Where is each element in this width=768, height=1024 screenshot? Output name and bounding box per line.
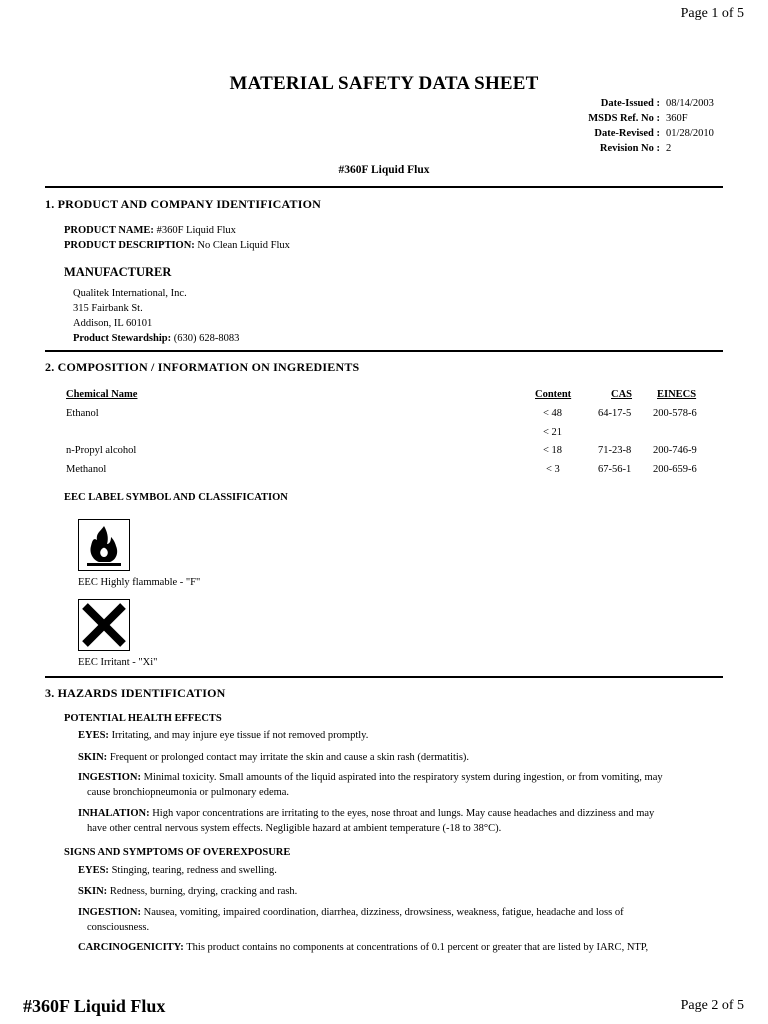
health-skin: [78, 750, 718, 765]
health-eyes: [78, 728, 718, 743]
meta-row: [540, 141, 718, 156]
ingredient-content: < 21: [543, 427, 563, 438]
effect-label: EYES:: [78, 730, 109, 741]
symptom-label: EYES:: [78, 865, 109, 876]
ingredient-content: < 18: [543, 445, 563, 456]
manufacturer-heading: MANUFACTURER: [64, 265, 172, 279]
cross-x-icon: [78, 599, 130, 651]
health-inhalation: [78, 806, 718, 836]
meta-row: [540, 111, 718, 126]
symptom-carcinogenicity: [78, 940, 718, 955]
ingredient-cas: 71-23-8: [598, 445, 632, 456]
effect-label: SKIN:: [78, 752, 108, 763]
ingredient-name: Ethanol: [66, 408, 99, 419]
col-header-cas: CAS: [611, 389, 633, 400]
section-1-heading: 1. PRODUCT AND COMPANY IDENTIFICATION: [45, 197, 321, 211]
effect-label: INHALATION:: [78, 808, 150, 819]
meta-value: 360F: [666, 113, 688, 124]
ingredient-content: < 3: [546, 464, 560, 475]
col-header-chemical-name: Chemical Name: [66, 389, 138, 400]
meta-value: 08/14/2003: [666, 98, 714, 109]
product-heading: #360F Liquid Flux: [338, 164, 430, 176]
symptom-label: INGESTION:: [78, 907, 142, 918]
meta-label: MSDS Ref. No :: [588, 113, 660, 124]
product-description-line: [64, 238, 290, 253]
product-description-label: PRODUCT DESCRIPTION:: [64, 240, 195, 251]
manufacturer-address: [73, 286, 239, 346]
symptoms-heading: SIGNS AND SYMPTOMS OF OVEREXPOSURE: [64, 847, 291, 858]
health-effects-heading: POTENTIAL HEALTH EFFECTS: [64, 713, 222, 724]
effect-text-continued: have other central nervous system effects. Negligible hazard at ambient temperature (-18 to 38°C).: [87, 823, 502, 834]
eec-flammable-label: EEC Highly flammable - "F": [78, 577, 201, 588]
page-number-top: Page 1 of 5: [680, 6, 744, 21]
effect-label: INGESTION:: [78, 772, 142, 783]
symptom-label: CARCINOGENICITY:: [78, 942, 184, 953]
section-divider: [45, 676, 723, 678]
meta-label: Revision No :: [599, 143, 660, 154]
ingredient-einecs: 200-746-9: [653, 445, 697, 456]
document-meta: [540, 96, 718, 156]
meta-value: 01/28/2010: [666, 128, 714, 139]
symptom-label: SKIN:: [78, 886, 108, 897]
col-header-einecs: EINECS: [657, 389, 697, 400]
page-number-bottom: Page 2 of 5: [680, 998, 744, 1013]
section-divider: [45, 186, 723, 188]
document-title: MATERIAL SAFETY DATA SHEET: [229, 73, 539, 94]
footer-product-title: #360F Liquid Flux: [23, 996, 166, 1016]
ingredient-name: Methanol: [66, 464, 107, 475]
ingredient-cas: 64-17-5: [598, 408, 632, 419]
meta-row: [540, 126, 718, 141]
symptom-skin: [78, 884, 718, 899]
symptom-text: Redness, burning, drying, cracking and rash.: [109, 886, 298, 897]
meta-label: Date-Revised :: [594, 128, 660, 139]
address-line: 315 Fairbank St.: [73, 303, 143, 314]
health-ingestion: [78, 770, 718, 800]
col-header-content: Content: [535, 389, 572, 400]
stewardship-line: [73, 331, 239, 346]
symptom-ingestion: [78, 905, 718, 935]
eec-irritant-label: EEC Irritant - "Xi": [78, 657, 158, 668]
symptom-eyes: [78, 863, 718, 878]
ingredient-einecs: 200-659-6: [653, 464, 697, 475]
meta-row: [540, 96, 718, 111]
section-2-heading: 2. COMPOSITION / INFORMATION ON INGREDIENTS: [45, 360, 360, 374]
stewardship-phone: (630) 628-8083: [173, 333, 240, 344]
effect-text-continued: cause bronchiopneumonia or pulmonary edema.: [87, 787, 290, 798]
ingredient-einecs: 200-578-6: [653, 408, 697, 419]
product-description-value: No Clean Liquid Flux: [197, 240, 290, 251]
meta-label: Date-Issued :: [600, 98, 660, 109]
effect-text: High vapor concentrations are irritating to the eyes, nose throat and lungs. May cause headaches and dizziness and may: [152, 808, 655, 819]
section-divider: [45, 350, 723, 352]
product-name-label: PRODUCT NAME:: [64, 225, 154, 236]
symptom-text: Nausea, vomiting, impaired coordination, diarrhea, dizziness, drowsiness, weakness, fatigue, headache and loss of: [143, 907, 624, 918]
effect-text: Frequent or prolonged contact may irritate the skin and cause a skin rash (dermatitis).: [109, 752, 470, 763]
section-3-heading: 3. HAZARDS IDENTIFICATION: [45, 686, 226, 700]
product-name-value: #360F Liquid Flux: [156, 225, 236, 236]
address-line: Addison, IL 60101: [73, 318, 153, 329]
symptom-text: This product contains no components at concentrations of 0.1 percent or greater that are listed by IARC, NTP,: [186, 942, 649, 953]
stewardship-label: Product Stewardship:: [73, 333, 172, 344]
meta-value: 2: [666, 143, 672, 154]
product-name-line: [64, 223, 236, 238]
effect-text: Irritating, and may injure eye tissue if not removed promptly.: [111, 730, 369, 741]
ingredient-cas: 67-56-1: [598, 464, 632, 475]
symptom-text-continued: consciousness.: [87, 922, 150, 933]
ingredient-name: n-Propyl alcohol: [66, 445, 137, 456]
eec-heading: EEC LABEL SYMBOL AND CLASSIFICATION: [64, 492, 288, 503]
effect-text: Minimal toxicity. Small amounts of the liquid aspirated into the respiratory system during ingestion, or from vomiting, may: [143, 772, 663, 783]
symptom-text: Stinging, tearing, redness and swelling.: [111, 865, 277, 876]
address-line: Qualitek International, Inc.: [73, 288, 187, 299]
ingredient-content: < 48: [543, 408, 563, 419]
flame-icon: [78, 519, 130, 571]
